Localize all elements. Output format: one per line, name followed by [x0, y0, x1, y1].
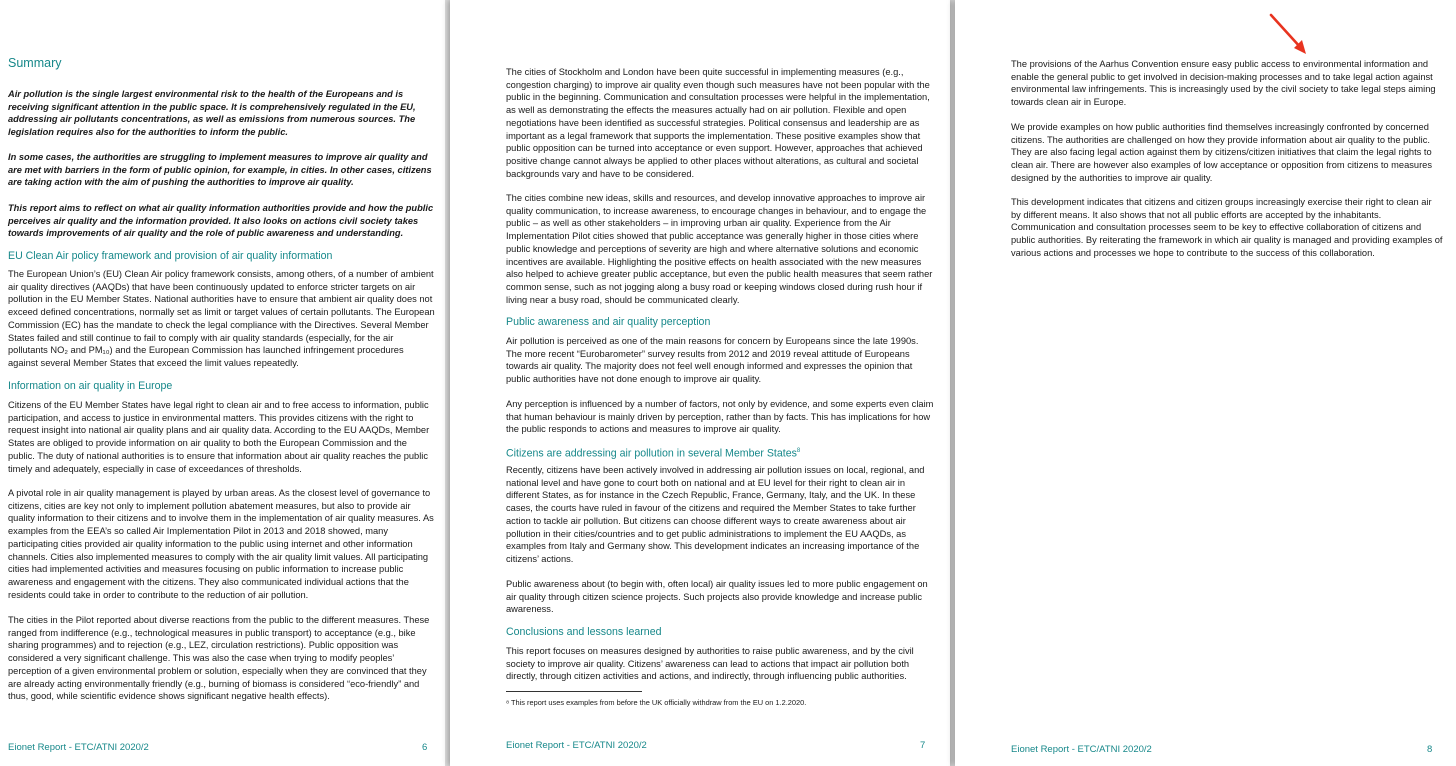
citizens-paragraph-1	[506, 464, 934, 566]
cities-text-2: The cities combine new ideas, skills and resources, and develop innovative approaches to improve air quality communication, to increase awareness, to encourage changes in behaviour, and to engage the public – as well as other stakeholders – in improving urban air quality. Experience from the Air Implementation Pilot cities showed that public acceptance was generally higher in those cities where public knowledge and perceptions of severity are high and where alternative solutions and economic incentives are available. Highlighting the positive effects on health associated with the new measures also helped to achieve greater public acceptance, but even the public health measures that seem rather common sense, such as not jogging along a busy road or keeping windows closed during rush hour if living near a busy road, should be communicated clearly.	[506, 193, 933, 305]
page-footer: Eionet Report - ETC/ATNI 2020/2	[1011, 744, 1152, 755]
section-heading-perception: Public awareness and air quality perception	[506, 316, 711, 328]
information-text-2: A pivotal role in air quality management is played by urban areas. As the closest level of governance to citizens, cities are key not only to implement pollution abatement measures, but also to provide air quality information to their citizens and to involve them in the implementation of air quality measures. As examples from the EEA’s so called Air Implementation Pilot in 2013 and 2018 showed, many participating cities provided air quality information to the public using internet and other information channels. Cities also implemented measures to comply with the air quality limit values. All participating cities had implemented activities and measures focusing on public information to increase public awareness and engagement with the citizens. They also communicated individual actions that the residents could take in order to contribute to the reduction of air pollution.	[8, 488, 434, 600]
footnote-divider	[506, 691, 642, 692]
information-paragraph-2	[8, 487, 435, 601]
information-paragraph-3	[8, 614, 435, 703]
examples-text: We provide examples on how public authorities find themselves increasingly confronted by concerned citizens. The authorities are challenged on how they provide information about air quality to the public. They are also facing legal action against them by citizens/citizen initiatives that claim the legal rights to clean air. There are however also examples of low acceptance or opposition from citizens to measures designed by the authorities to improve air quality.	[1011, 122, 1432, 183]
report-page-7	[450, 0, 950, 766]
cities-text-1: The cities of Stockholm and London have been quite successful in implementing measures (e.g., congestion charging) to improve air quality even though such measures have not been popular with the public in the beginning. Communication and consultation processes were helpful in the implementation, as well as demonstrating the effects the measures actually had on air pollution. Flexible and open negotiations have been identified as successful strategies. Political consensus and leadership are as important as a legal framework that supports the implementation. These positive examples show that public opposition can be turned into acceptance or even support. However, approaches that achieved positive change cannot always be applied to other places without alterations, as cultural and societal backgrounds vary and have to be considered.	[506, 67, 930, 179]
section-heading-information: Information on air quality in Europe	[8, 380, 173, 392]
conclusions-text: This report focuses on measures designed by authorities to raise public awareness, and by the civil society to improve air quality. Citizens’ awareness can lead to actions that impact air pollution both directly, through citizen activities and actions, and indirectly, through influencing public authorities.	[506, 646, 914, 682]
page-title: Summary	[8, 56, 62, 70]
summary-text-2: In some cases, the authorities are struggling to implement measures to improve air quality and are met with barriers in the form of public opinion, for example, in cities. In other cases, citizens are taking action with the aim of pushing the authorities to improve air quality.	[8, 152, 432, 188]
page-number: 8	[1427, 744, 1433, 755]
perception-paragraph-2	[506, 398, 934, 436]
section-heading-citizens	[506, 445, 800, 461]
development-paragraph	[1011, 196, 1444, 260]
section-heading-eu-policy: EU Clean Air policy framework and provision of air quality information	[8, 250, 333, 262]
information-text-1: Citizens of the EU Member States have legal right to clean air and to free access to information, public participation, and access to justice in environmental matters. This provides citizens with the right to request insight into national air quality plans and air quality data. According to the EU AAQDs, Member States are obliged to provide information on air quality to both the European Commission and the public. The duty of national authorities is to ensure that information about air quality reaches the public timely and adequately, especially in case of exceedances of thresholds.	[8, 400, 430, 474]
eu-policy-paragraph	[8, 268, 435, 370]
aarhus-text: The provisions of the Aarhus Convention ensure easy public access to environmental information and enable the general public to get involved in decision-making processes and to take legal action against environmental law infringements. This is increasingly used by the civil society to take legal steps aiming towards clean air in Europe.	[1011, 59, 1436, 108]
report-page-6	[0, 0, 445, 766]
development-text: This development indicates that citizens and citizen groups increasingly exercise their right to clean air by different means. It also shows that not all public efforts are accepted by the inhabitants. Communication and consultation processes seem to be key to effective collaboration of citizens and public authorities. By reiterating the framework in which air quality is managed and providing examples of various actions and processes we hope to contribute to the success of this collaboration.	[1011, 197, 1443, 258]
information-paragraph-1	[8, 399, 435, 475]
red-arrow-icon	[1265, 10, 1315, 60]
summary-text-1: Air pollution is the single largest environmental risk to the health of the Europeans and is receiving significant attention in the public space. It is comprehensively regulated in the EU, addressing air pollutants concentrations, as well as emissions from numerous sources. The legislation requires also for the authorities to inform the public.	[8, 89, 416, 138]
footnote: ⁸ This report uses examples from before the UK officially withdraw from the EU on 1.2.2020.	[506, 698, 807, 707]
citizens-paragraph-2	[506, 578, 934, 616]
cities-paragraph-2	[506, 192, 934, 306]
conclusions-paragraph	[506, 645, 934, 683]
section-heading-citizens-text: Citizens are addressing air pollution in several Member States	[506, 447, 797, 460]
information-text-3: The cities in the Pilot reported about diverse reactions from the public to the different measures. These ranged from indifference (e.g., technological measures in public transport) to acceptance (e.g., bike sharing programmes) and to rejection (e.g., LEZ, circulation restrictions). Public opposition was considered a very significant challenge. This was also the case when trying to modify peoples’ perception of a given environmental problem or solution, especially when they are convinced that they are already acting environmentally friendly (e.g., burning of biomass is considered “eco-friendly” and thus, good, while scientific evidence shows significant negative health effects).	[8, 615, 430, 702]
perception-text-1: Air pollution is perceived as one of the main reasons for concern by Europeans since the late 1990s. The more recent “Eurobarometer” survey results from 2012 and 2019 reveal attitude of Europeans towards air quality. The majority does not feel well enough informed and expresses the opinion that public authorities have not done enough to improve air quality.	[506, 336, 919, 385]
cities-paragraph-1	[506, 66, 934, 180]
eu-policy-text: The European Union’s (EU) Clean Air policy framework consists, among others, of a number of ambient air quality directives (AAQDs) that have been continuously updated to enforce stricter targets on air pollution in the EU Member States. National authorities have to ensure that ambient air quality does not exceed defined concentrations, normally set as limit or target values of certain pollutants. The European Commission (EC) has the mandate to check the legal compliance with the Directives. Several Member States failed and still continue to fail to comply with air quality standards (especially, for the air pollutants NO₂ and PM₁₀) and the European Commission has launched infringement procedures against several Member States that exceed the limit values repeatedly.	[8, 269, 435, 368]
summary-paragraph-2	[8, 151, 435, 189]
perception-text-2: Any perception is influenced by a number of factors, not only by evidence, and some experts even claim that human behaviour is mainly driven by perception, rather than by facts. This has implications for how the public responds to actions and measures to improve air quality.	[506, 399, 934, 435]
perception-paragraph-1	[506, 335, 934, 386]
citizens-text-1: Recently, citizens have been actively involved in addressing air pollution issues on local, regional, and national level and have gone to court both on national and at EU level for their right to clean air in different States, as for instance in the Czech Republic, France, Germany, Italy, and the UK. In these cases, the courts have ruled in favour of the citizens and required the Member States to take further action to tackle air pollution. But citizens can choose different ways to create awareness about air pollution in their cities/countries and to get public administrations to implement the EU AAQDs, as examples from Italy and Germany show. This development indicates an increasing importance of the citizens’ actions.	[506, 465, 925, 564]
page-footer: Eionet Report - ETC/ATNI 2020/2	[506, 740, 647, 751]
section-heading-conclusions: Conclusions and lessons learned	[506, 626, 662, 638]
summary-paragraph-1	[8, 88, 435, 139]
footnote-marker: 8	[796, 448, 801, 454]
citizens-text-2: Public awareness about (to begin with, often local) air quality issues led to more public engagement on air quality through citizen science projects. Such projects also provide knowledge and increase public awareness.	[506, 579, 928, 615]
examples-paragraph	[1011, 121, 1444, 185]
aarhus-paragraph	[1011, 58, 1444, 109]
page-number: 6	[422, 742, 428, 753]
summary-paragraph-3	[8, 202, 435, 240]
summary-text-3: This report aims to reflect on what air quality information authorities provide and how the public perceives air quality and the information provided. It also looks on actions civil society takes towards improvements of air quality and the role of public awareness and understanding.	[8, 203, 434, 239]
page-number: 7	[920, 740, 926, 751]
page-footer: Eionet Report - ETC/ATNI 2020/2	[8, 742, 149, 753]
report-page-8	[955, 0, 1456, 766]
